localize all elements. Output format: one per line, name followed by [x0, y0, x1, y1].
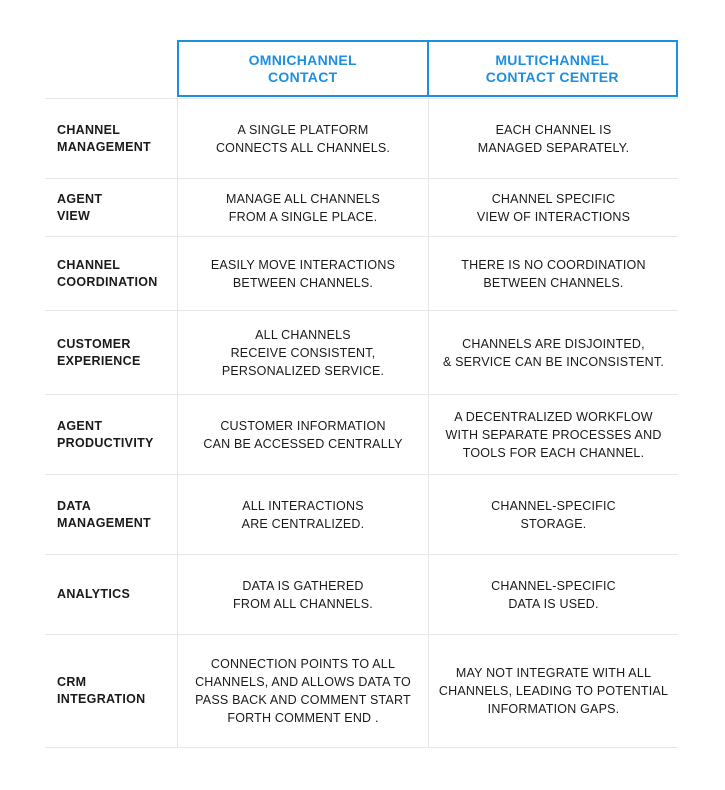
- row-label: CRM INTEGRATION: [57, 675, 146, 706]
- multichannel-cell: CHANNEL-SPECIFIC DATA IS USED.: [428, 555, 678, 634]
- multichannel-cell: CHANNEL SPECIFIC VIEW OF INTERACTIONS: [428, 179, 678, 236]
- table-header: [177, 40, 678, 97]
- table-row-data-management: [45, 474, 678, 554]
- multichannel-cell: EACH CHANNEL IS MANAGED SEPARATELY.: [428, 99, 678, 178]
- header-multichannel-contact-center: MULTICHANNEL CONTACT CENTER: [427, 42, 677, 95]
- row-label: AGENT PRODUCTIVITY: [57, 418, 154, 450]
- row-label: CHANNEL COORDINATION: [57, 257, 158, 289]
- row-label: DATA MANAGEMENT: [57, 498, 151, 530]
- header-omnichannel-contact: OMNICHANNEL CONTACT: [248, 51, 357, 85]
- multichannel-cell: CHANNEL-SPECIFIC STORAGE.: [428, 475, 678, 554]
- omnichannel-cell: A SINGLE PLATFORM CONNECTS ALL CHANNELS.: [177, 99, 428, 178]
- omnichannel-cell: EASILY MOVE INTERACTIONS BETWEEN CHANNELS.: [177, 237, 428, 310]
- table-row-crm-integration: [45, 634, 678, 748]
- omnichannel-cell: DATA IS GATHERED FROM ALL CHANNELS.: [177, 555, 428, 634]
- table-row-agent-productivity: [45, 394, 678, 474]
- table-row-channel-coordination: [45, 236, 678, 310]
- table-row-analytics: [45, 554, 678, 634]
- multichannel-cell: THERE IS NO COORDINATION BETWEEN CHANNELS.: [428, 237, 678, 310]
- omnichannel-cell: ALL CHANNELS RECEIVE CONSISTENT, PERSONALIZED SERVICE.: [177, 311, 428, 394]
- multichannel-cell: MAY NOT INTEGRATE WITH ALL CHANNELS, LEADING TO POTENTIAL INFORMATION GAPS.: [428, 635, 678, 747]
- table-row-agent-view: [45, 178, 678, 236]
- omnichannel-cell: CUSTOMER INFORMATION CAN BE ACCESSED CENTRALLY: [177, 395, 428, 474]
- multichannel-cell: A DECENTRALIZED WORKFLOW WITH SEPARATE PROCESSES AND TOOLS FOR EACH CHANNEL.: [428, 395, 678, 474]
- row-label: CHANNEL MANAGEMENT: [57, 122, 151, 154]
- row-label: AGENT VIEW: [57, 191, 103, 223]
- row-label: CUSTOMER EXPERIENCE: [57, 336, 141, 368]
- table-row-customer-experience: [45, 310, 678, 394]
- omnichannel-cell: ALL INTERACTIONS ARE CENTRALIZED.: [177, 475, 428, 554]
- row-label: ANALYTICS: [57, 587, 131, 601]
- multichannel-cell: CHANNELS ARE DISJOINTED, & SERVICE CAN BE INCONSISTENT.: [428, 311, 678, 394]
- table-row-channel-management: [45, 98, 678, 178]
- omnichannel-cell: CONNECTION POINTS TO ALL CHANNELS, AND ALLOWS DATA TO PASS BACK AND COMMENT START FORTH COMMENT END .: [177, 635, 428, 747]
- omnichannel-cell: MANAGE ALL CHANNELS FROM A SINGLE PLACE.: [177, 179, 428, 236]
